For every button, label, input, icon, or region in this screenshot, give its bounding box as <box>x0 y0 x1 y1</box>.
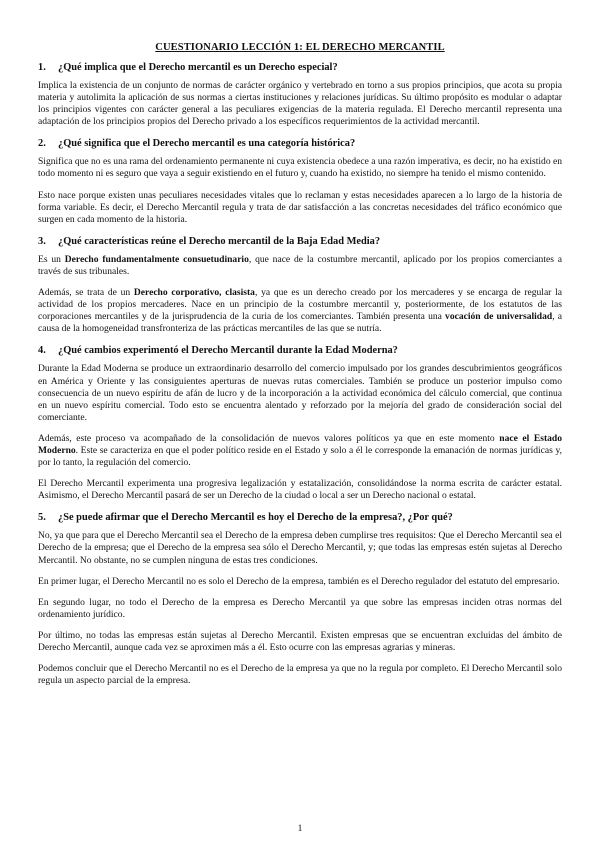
question-heading <box>38 344 562 357</box>
question-number: 3. <box>38 235 46 247</box>
question-heading <box>38 511 562 524</box>
questions-container <box>38 61 562 687</box>
bold-term: nace el Estado Moderno <box>38 432 562 456</box>
answer-paragraph <box>38 254 562 278</box>
page-number: 1 <box>297 824 303 834</box>
question-section <box>38 344 562 502</box>
bold-term: Derecho fundamentalmente consuetudinario <box>64 253 249 265</box>
answer-paragraph <box>38 530 562 566</box>
answer-paragraph <box>38 287 562 335</box>
answer-paragraph <box>38 156 562 180</box>
question-number: 5. <box>38 512 46 524</box>
question-number: 1. <box>38 62 46 73</box>
paragraph-text: , ya que es un derecho creado por los mercaderes y se encarga de regular la actividad de los propios mercaderes. Nace en un principio de la costumbre mercantil y, posteriormente, de los estatutos de las corporaciones mercantiles y de la jurisprudencia de la curia de los comerciantes. También presenta una <box>38 287 562 323</box>
paragraph-text: Es un <box>38 253 65 265</box>
question-text: ¿Qué características reúne el Derecho mercantil de la Baja Edad Media? <box>58 235 381 247</box>
question-section <box>38 511 562 687</box>
paragraph-text: Además, se trata de un <box>38 287 134 299</box>
bold-term: vocación de universalidad <box>445 311 553 323</box>
question-heading <box>38 137 562 150</box>
question-heading <box>38 61 562 74</box>
answer-paragraph <box>38 433 562 469</box>
paragraph-text: , a causa de la homogeneidad transfronteriza de las prácticas mercantiles de las que se nutría. <box>38 311 562 335</box>
paragraph-text: Esto nace porque existen unas peculiares necesidades vitales que lo reclaman y estas necesidades aparecen a lo largo de la historia de forma variable. Es decir, el Derecho Mercantil regula y trata de dar satisfacción a las concretas necesidades del tráfico económico que surgen en cada momento de la historia. <box>38 189 562 225</box>
document-title: CUESTIONARIO LECCIÓN 1: EL DERECHO MERCANTIL <box>155 42 445 53</box>
question-number: 2. <box>38 138 46 150</box>
paragraph-text: En primer lugar, el Derecho Mercantil no es solo el Derecho de la empresa, también es el Derecho regulador del estatuto del empresario. <box>38 575 560 587</box>
question-number: 4. <box>38 345 46 357</box>
paragraph-text: En segundo lugar, no todo el Derecho de la empresa es Derecho Mercantil ya que sobre las empresas inciden otras normas del ordenamiento jurídico. <box>38 596 562 620</box>
paragraph-text: Implica la existencia de un conjunto de normas de carácter orgánico y vertebrado en torno a sus propios principios, que acota su propia materia y autolimita la aplicación de sus normas a ciertas instituciones y relaciones jurídicas. Su último propósito es modular o adaptar los principios vigentes con carácter general a las peculiares exigencias de la materia regulada. El Derecho mercantil representa una adaptación de los principios propios del Derecho privado a los específicos requerimientos de la actividad mercantil. <box>38 80 562 128</box>
bold-term: Derecho corporativo, clasista <box>133 287 255 299</box>
paragraph-text: El Derecho Mercantil experimenta una progresiva legalización y estatalización, consolidándose la norma escrita de carácter estatal. Asimismo, el Derecho Mercantil pasará de ser un Derecho de la ciudad o local a ser un Derecho nacional o estatal. <box>38 478 562 502</box>
question-text: ¿Qué significa que el Derecho mercantil es una categoría histórica? <box>58 138 356 150</box>
answer-paragraph <box>38 190 562 226</box>
paragraph-text: No, ya que para que el Derecho Mercantil sea el Derecho de la empresa deben cumplirse tres requisitos: Que el Derecho Mercantil sea el Derecho de la empresa; que el Derecho de la empresa sea sólo el Derecho Mercantil, y; que todas las empresas estén sujetas al Derecho Mercantil. No obstante, no se cumplen ninguna de estas tres condiciones. <box>38 530 562 566</box>
question-section <box>38 61 562 128</box>
question-section <box>38 235 562 336</box>
answer-paragraph <box>38 363 562 423</box>
answer-paragraph <box>38 597 562 621</box>
question-section <box>38 137 562 225</box>
paragraph-text: Podemos concluir que el Derecho Mercantil no es el Derecho de la empresa ya que no la regula por completo. El Derecho Mercantil solo regula un aspecto parcial de la empresa. <box>38 663 562 687</box>
paragraph-text: Además, este proceso va acompañado de la consolidación de nuevos valores políticos ya que en este momento <box>38 432 500 444</box>
paragraph-text: Por último, no todas las empresas están sujetas al Derecho Mercantil. Existen empresas que se encuentran excluidas del ámbito de Derecho Mercantil, aunque cada vez se aproximen más a él. Esto ocurre con las empresas agrarias y mineras. <box>38 629 562 653</box>
answer-paragraph <box>38 630 562 654</box>
paragraph-text: . Este se caracteriza en que el poder político reside en el Estado y solo a él le corresponde la emanación de normas jurídicas y, por lo tanto, la regulación del comercio. <box>38 444 562 469</box>
question-heading <box>38 235 562 248</box>
paragraph-text: Durante la Edad Moderna se produce un extraordinario desarrollo del comercio impulsado por los grandes descubrimientos geográficos en América y Oriente y las consiguientes aperturas de nuevas rutas comerciales. También se produce un posterior impulso como consecuencia de un nuevo espíritu de afán de lucro y de la incorporación a la actividad económica del cálculo comercial, que continua en un nuevo espíritu comercial. Todo esto se encuentra alentado y reforzado por la mejoría del grado de consideración social del comerciante. <box>38 363 562 423</box>
paragraph-text: , que nace de la costumbre mercantil, aplicado por los propios comerciantes a través de sus tribunales. <box>38 253 562 277</box>
answer-paragraph <box>38 80 562 128</box>
answer-paragraph <box>38 576 562 588</box>
question-text: ¿Qué cambios experimentó el Derecho Mercantil durante la Edad Moderna? <box>58 345 398 357</box>
question-text: ¿Qué implica que el Derecho mercantil es un Derecho especial? <box>58 62 338 73</box>
paragraph-text: Significa que no es una rama del ordenamiento permanente ni cuya existencia obedece a una razón imperativa, es decir, no ha existido en todo momento ni es seguro que vaya a seguir existiendo en el futuro y, cuando ha existido, no siempre ha tenido el mismo contenido. <box>38 156 562 180</box>
answer-paragraph <box>38 663 562 687</box>
answer-paragraph <box>38 478 562 502</box>
question-text: ¿Se puede afirmar que el Derecho Mercantil es hoy el Derecho de la empresa?, ¿Por qué? <box>58 512 453 524</box>
